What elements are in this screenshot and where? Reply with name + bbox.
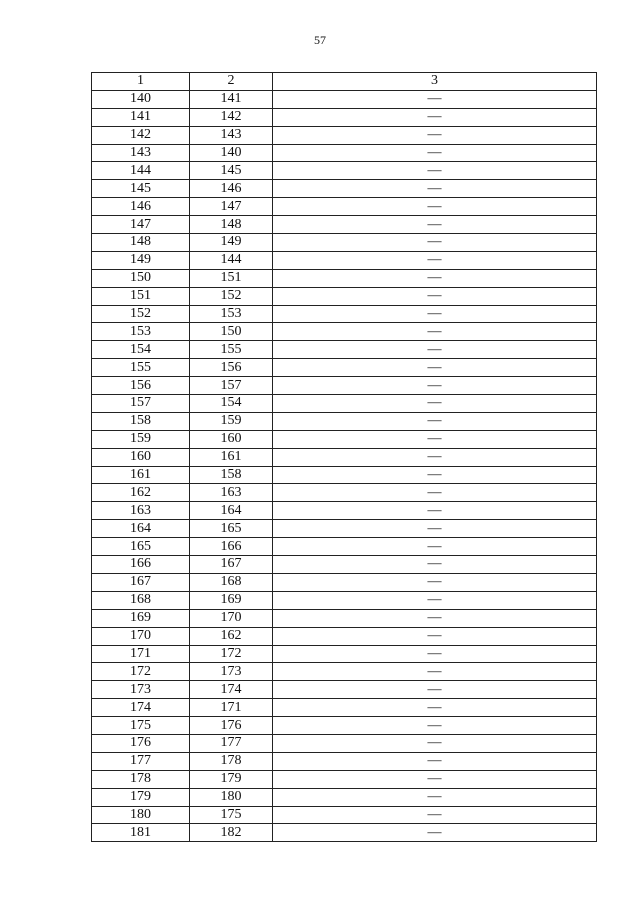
table-cell-col-1: 165	[92, 538, 190, 556]
page-number: 57	[314, 33, 326, 47]
table-cell-col-2: 175	[190, 806, 273, 824]
table-cell-col-3: —	[273, 627, 597, 645]
table-cell-col-3: —	[273, 770, 597, 788]
table-cell-col-2: 160	[190, 430, 273, 448]
table-cell-col-3: —	[273, 734, 597, 752]
table-cell-col-1: 145	[92, 180, 190, 198]
table-cell-col-1: 174	[92, 699, 190, 717]
table-cell-col-2: 169	[190, 591, 273, 609]
table-cell-col-2: 150	[190, 323, 273, 341]
table-cell-col-1: 146	[92, 198, 190, 216]
table-cell-col-3: —	[273, 108, 597, 126]
table-cell-col-2: 148	[190, 216, 273, 234]
table-cell-col-1: 142	[92, 126, 190, 144]
table-cell-col-1: 180	[92, 806, 190, 824]
table-cell-col-2: 156	[190, 359, 273, 377]
table-cell-col-2: 165	[190, 520, 273, 538]
table-row	[92, 198, 597, 216]
table-cell-col-1: 172	[92, 663, 190, 681]
table-cell-col-3: —	[273, 412, 597, 430]
table-cell-col-1: 158	[92, 412, 190, 430]
table-cell-col-3: —	[273, 269, 597, 287]
table-cell-col-1: 152	[92, 305, 190, 323]
table-cell-col-2: 141	[190, 90, 273, 108]
table-cell-col-1: 176	[92, 734, 190, 752]
table-cell-col-1: 156	[92, 377, 190, 395]
table-row	[92, 770, 597, 788]
table-row	[92, 502, 597, 520]
table-cell-col-3: —	[273, 359, 597, 377]
table-cell-col-3: —	[273, 824, 597, 842]
table-cell-col-3: —	[273, 198, 597, 216]
table-cell-col-2: 180	[190, 788, 273, 806]
table-row	[92, 234, 597, 252]
table-cell-col-3: —	[273, 162, 597, 180]
table-cell-col-3: —	[273, 681, 597, 699]
table-cell-col-2: 176	[190, 717, 273, 735]
table-row	[92, 180, 597, 198]
table-cell-col-2: 179	[190, 770, 273, 788]
table-cell-col-3: —	[273, 717, 597, 735]
table-cell-col-2: 153	[190, 305, 273, 323]
table-cell-col-1: 164	[92, 520, 190, 538]
table-cell-col-2: 142	[190, 108, 273, 126]
table-cell-col-3: —	[273, 806, 597, 824]
table-cell-col-1: 173	[92, 681, 190, 699]
table-cell-col-3: —	[273, 287, 597, 305]
table-row	[92, 144, 597, 162]
table-row	[92, 466, 597, 484]
table-cell-col-1: 178	[92, 770, 190, 788]
table-row	[92, 269, 597, 287]
table-cell-col-2: 170	[190, 609, 273, 627]
table-cell-col-3: —	[273, 430, 597, 448]
table-cell-col-2: 145	[190, 162, 273, 180]
table-row	[92, 126, 597, 144]
table-cell-col-3: —	[273, 699, 597, 717]
table-cell-col-2: 182	[190, 824, 273, 842]
table-cell-col-3: —	[273, 645, 597, 663]
table-cell-col-1: 181	[92, 824, 190, 842]
table-row	[92, 287, 597, 305]
table-row	[92, 216, 597, 234]
table-cell-col-2: 174	[190, 681, 273, 699]
column-header-1: 1	[92, 73, 190, 91]
table-cell-col-3: —	[273, 466, 597, 484]
table-cell-col-3: —	[273, 520, 597, 538]
table-cell-col-3: —	[273, 788, 597, 806]
table-cell-col-3: —	[273, 484, 597, 502]
table-cell-col-2: 143	[190, 126, 273, 144]
table-cell-col-2: 177	[190, 734, 273, 752]
table-cell-col-1: 144	[92, 162, 190, 180]
table-row	[92, 699, 597, 717]
table-cell-col-1: 179	[92, 788, 190, 806]
table-cell-col-1: 175	[92, 717, 190, 735]
table-cell-col-1: 166	[92, 556, 190, 574]
table-cell-col-2: 168	[190, 573, 273, 591]
column-header-2: 2	[190, 73, 273, 91]
table-row	[92, 323, 597, 341]
table-row	[92, 824, 597, 842]
table-cell-col-2: 147	[190, 198, 273, 216]
table-cell-col-3: —	[273, 663, 597, 681]
table-cell-col-1: 167	[92, 573, 190, 591]
table-row	[92, 377, 597, 395]
table-row	[92, 538, 597, 556]
table-row	[92, 752, 597, 770]
table-cell-col-2: 155	[190, 341, 273, 359]
table-cell-col-3: —	[273, 538, 597, 556]
table-cell-col-1: 154	[92, 341, 190, 359]
table-row	[92, 717, 597, 735]
table-cell-col-3: —	[273, 90, 597, 108]
table-cell-col-2: 159	[190, 412, 273, 430]
table-cell-col-2: 178	[190, 752, 273, 770]
table-cell-col-3: —	[273, 591, 597, 609]
table-cell-col-2: 151	[190, 269, 273, 287]
table-cell-col-2: 146	[190, 180, 273, 198]
table-cell-col-3: —	[273, 305, 597, 323]
table-cell-col-2: 162	[190, 627, 273, 645]
table-cell-col-1: 161	[92, 466, 190, 484]
table-cell-col-3: —	[273, 341, 597, 359]
table-cell-col-1: 147	[92, 216, 190, 234]
table-row	[92, 305, 597, 323]
table-row	[92, 627, 597, 645]
table-cell-col-3: —	[273, 556, 597, 574]
table-body	[92, 90, 597, 841]
table-row	[92, 806, 597, 824]
table-row	[92, 573, 597, 591]
table-row	[92, 609, 597, 627]
table-cell-col-1: 160	[92, 448, 190, 466]
table-row	[92, 108, 597, 126]
table-row	[92, 556, 597, 574]
table-cell-col-3: —	[273, 448, 597, 466]
table-cell-col-2: 164	[190, 502, 273, 520]
table-cell-col-3: —	[273, 609, 597, 627]
table-cell-col-2: 140	[190, 144, 273, 162]
table-cell-col-1: 150	[92, 269, 190, 287]
table-cell-col-1: 177	[92, 752, 190, 770]
table-cell-col-1: 149	[92, 251, 190, 269]
table-row	[92, 90, 597, 108]
table-cell-col-2: 172	[190, 645, 273, 663]
table-cell-col-3: —	[273, 251, 597, 269]
table-cell-col-2: 154	[190, 395, 273, 413]
table-row	[92, 591, 597, 609]
table-row	[92, 359, 597, 377]
table-cell-col-3: —	[273, 234, 597, 252]
table-row	[92, 448, 597, 466]
table-row	[92, 412, 597, 430]
table-cell-col-1: 143	[92, 144, 190, 162]
table-cell-col-1: 163	[92, 502, 190, 520]
data-table	[91, 72, 597, 842]
table-row	[92, 663, 597, 681]
table-row	[92, 251, 597, 269]
table-cell-col-3: —	[273, 180, 597, 198]
table-cell-col-1: 140	[92, 90, 190, 108]
table-cell-col-2: 166	[190, 538, 273, 556]
table-cell-col-3: —	[273, 502, 597, 520]
table-cell-col-3: —	[273, 144, 597, 162]
table-cell-col-2: 171	[190, 699, 273, 717]
table-row	[92, 484, 597, 502]
table-cell-col-1: 169	[92, 609, 190, 627]
table-cell-col-1: 148	[92, 234, 190, 252]
table-cell-col-3: —	[273, 323, 597, 341]
table-cell-col-1: 153	[92, 323, 190, 341]
column-header-3: 3	[273, 73, 597, 91]
table-cell-col-1: 159	[92, 430, 190, 448]
table-cell-col-2: 149	[190, 234, 273, 252]
table-cell-col-1: 157	[92, 395, 190, 413]
table-row	[92, 520, 597, 538]
table-row	[92, 788, 597, 806]
table-cell-col-1: 170	[92, 627, 190, 645]
table-cell-col-2: 161	[190, 448, 273, 466]
table-cell-col-2: 167	[190, 556, 273, 574]
table-cell-col-3: —	[273, 752, 597, 770]
table-cell-col-3: —	[273, 395, 597, 413]
table-row	[92, 430, 597, 448]
table-row	[92, 681, 597, 699]
table-cell-col-3: —	[273, 216, 597, 234]
table-row	[92, 734, 597, 752]
table-cell-col-2: 158	[190, 466, 273, 484]
table-header-row	[92, 73, 597, 91]
table-cell-col-1: 141	[92, 108, 190, 126]
table-row	[92, 162, 597, 180]
table-cell-col-3: —	[273, 377, 597, 395]
table-cell-col-2: 144	[190, 251, 273, 269]
table-cell-col-1: 168	[92, 591, 190, 609]
table-cell-col-2: 152	[190, 287, 273, 305]
table-cell-col-1: 171	[92, 645, 190, 663]
table-cell-col-1: 162	[92, 484, 190, 502]
table-cell-col-3: —	[273, 126, 597, 144]
table-cell-col-1: 155	[92, 359, 190, 377]
table-cell-col-3: —	[273, 573, 597, 591]
table-row	[92, 645, 597, 663]
table-cell-col-2: 163	[190, 484, 273, 502]
table-cell-col-2: 173	[190, 663, 273, 681]
table-cell-col-2: 157	[190, 377, 273, 395]
table-row	[92, 395, 597, 413]
table-cell-col-1: 151	[92, 287, 190, 305]
table-row	[92, 341, 597, 359]
